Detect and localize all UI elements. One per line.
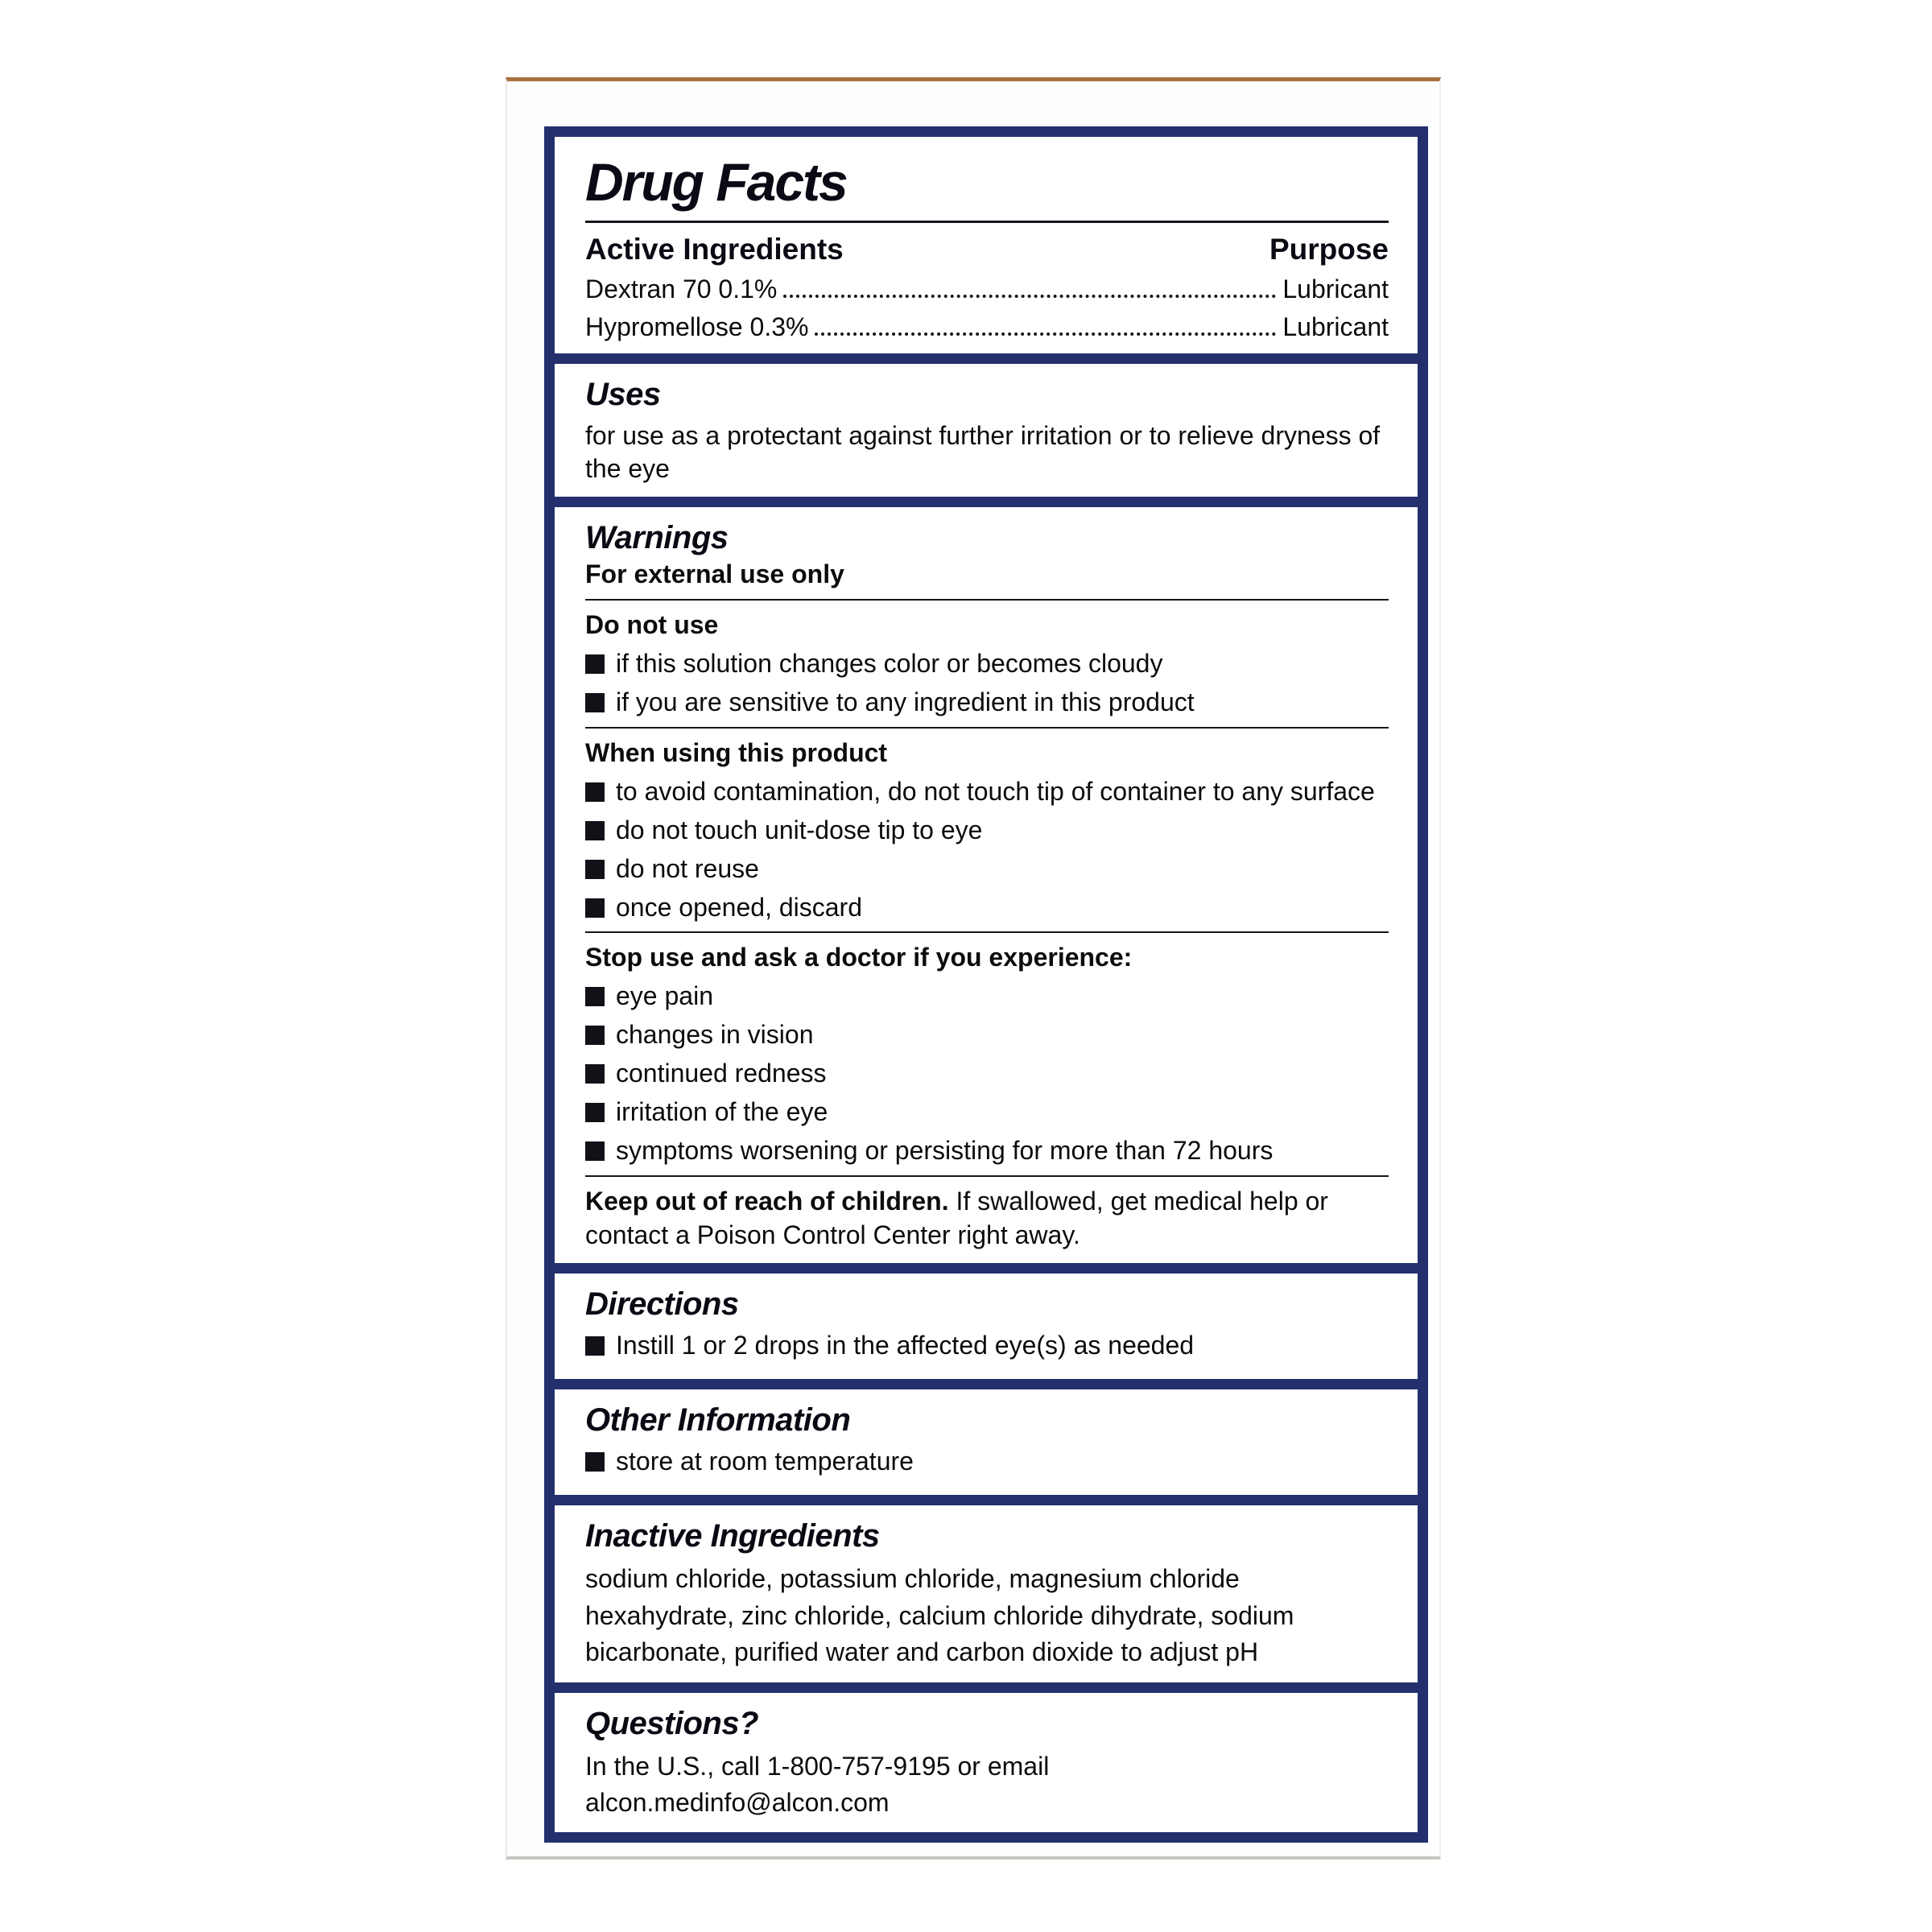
bullet-square-icon bbox=[585, 1064, 605, 1084]
bullet-square-icon bbox=[585, 1103, 605, 1122]
list-item-text: do not touch unit-dose tip to eye bbox=[616, 815, 983, 844]
list-item-text: continued redness bbox=[616, 1059, 827, 1088]
dotted-leader bbox=[815, 332, 1276, 336]
list-item bbox=[585, 686, 1389, 719]
section-directions bbox=[555, 1274, 1418, 1379]
external-use-line: For external use only bbox=[585, 559, 844, 588]
when-using-heading: When using this product bbox=[585, 737, 888, 767]
list-item-text: to avoid contamination, do not touch tip of container to any surface bbox=[616, 776, 1375, 806]
list-item-text: store at room temperature bbox=[616, 1447, 914, 1476]
bullet-square-icon bbox=[585, 821, 605, 840]
divider bbox=[585, 931, 1389, 933]
inactive-ingredients-text: sodium chloride, potassium chloride, magnesium chloride hexahydrate, zinc chloride, calcium chloride dihydrate, sodium bicarbonate, purified water and carbon dioxide to adjust pH bbox=[585, 1564, 1294, 1667]
keep-out-rest: If swallowed, get medical help or contact a Poison Control Center right away. bbox=[585, 1187, 1328, 1249]
list-item-text: if you are sensitive to any ingredient in this product bbox=[616, 687, 1195, 716]
uses-text: for use as a protectant against further irritation or to relieve dryness of the eye bbox=[585, 421, 1381, 483]
list-item bbox=[585, 1329, 1389, 1362]
questions-email-line: alcon.medinfo@alcon.com bbox=[585, 1788, 890, 1818]
active-ingredients-heading: Active Ingredients bbox=[585, 233, 844, 266]
section-active-ingredients bbox=[555, 137, 1418, 353]
list-item bbox=[585, 891, 1389, 924]
uses-heading: Uses bbox=[585, 377, 661, 412]
drug-facts-label bbox=[544, 126, 1428, 1843]
stop-use-heading: Stop use and ask a doctor if you experience: bbox=[585, 943, 1133, 972]
ingredient-name: Hypromellose 0.3% bbox=[585, 312, 809, 341]
list-item bbox=[585, 814, 1389, 847]
stop-use-list bbox=[585, 980, 1389, 1167]
list-item bbox=[585, 647, 1389, 680]
directions-heading: Directions bbox=[585, 1286, 739, 1323]
ingredient-row bbox=[585, 312, 1389, 342]
product-box-back-panel bbox=[506, 77, 1441, 1860]
list-item-text: symptoms worsening or persisting for more than 72 hours bbox=[616, 1136, 1274, 1166]
section-uses bbox=[555, 364, 1418, 497]
bullet-square-icon bbox=[585, 782, 605, 802]
bullet-square-icon bbox=[585, 1141, 605, 1161]
questions-heading: Questions? bbox=[585, 1705, 759, 1741]
bullet-square-icon bbox=[585, 987, 605, 1006]
list-item bbox=[585, 775, 1389, 808]
section-other-information bbox=[555, 1389, 1418, 1495]
list-item-text: changes in vision bbox=[616, 1020, 814, 1050]
list-item-text: Instill 1 or 2 drops in the affected eye(s) as needed bbox=[616, 1331, 1195, 1360]
list-item bbox=[585, 980, 1389, 1013]
ingredient-name: Dextran 70 0.1% bbox=[585, 275, 778, 303]
list-item bbox=[585, 1018, 1389, 1051]
divider bbox=[585, 1175, 1389, 1177]
list-item bbox=[585, 1057, 1389, 1090]
when-using-list bbox=[585, 775, 1389, 924]
bullet-square-icon bbox=[585, 860, 605, 879]
divider bbox=[585, 221, 1389, 223]
dotted-leader bbox=[783, 295, 1276, 298]
bullet-square-icon bbox=[585, 1336, 605, 1356]
ingredient-purpose: Lubricant bbox=[1282, 275, 1389, 303]
section-inactive-ingredients bbox=[555, 1505, 1418, 1682]
ingredient-purpose: Lubricant bbox=[1282, 312, 1389, 341]
bullet-square-icon bbox=[585, 1452, 605, 1472]
questions-phone-line: In the U.S., call 1-800-757-9195 or email bbox=[585, 1751, 1050, 1781]
list-item-text: irritation of the eye bbox=[616, 1097, 828, 1127]
section-questions bbox=[555, 1693, 1418, 1833]
bullet-square-icon bbox=[585, 693, 605, 712]
divider bbox=[585, 727, 1389, 729]
list-item bbox=[585, 852, 1389, 886]
do-not-use-heading: Do not use bbox=[585, 609, 719, 639]
list-item-text: once opened, discard bbox=[616, 892, 862, 922]
ingredient-row bbox=[585, 275, 1389, 304]
list-item-text: eye pain bbox=[616, 981, 713, 1011]
list-item bbox=[585, 1445, 1389, 1478]
drug-facts-title: Drug Facts bbox=[585, 152, 847, 212]
list-item-text: do not reuse bbox=[616, 853, 759, 883]
list-item bbox=[585, 1096, 1389, 1129]
bullet-square-icon bbox=[585, 654, 605, 674]
other-information-heading: Other Information bbox=[585, 1402, 851, 1439]
keep-out-bold: Keep out of reach of children. bbox=[585, 1187, 949, 1216]
warnings-heading: Warnings bbox=[585, 519, 729, 555]
divider bbox=[585, 599, 1389, 601]
inactive-ingredients-heading: Inactive Ingredients bbox=[585, 1518, 880, 1554]
bullet-square-icon bbox=[585, 898, 605, 918]
do-not-use-list bbox=[585, 647, 1389, 719]
active-ingredients-header-row bbox=[585, 233, 1389, 266]
list-item bbox=[585, 1134, 1389, 1167]
section-warnings bbox=[555, 507, 1418, 1263]
purpose-heading: Purpose bbox=[1269, 233, 1389, 266]
keep-out-of-reach-text bbox=[585, 1185, 1389, 1252]
bullet-square-icon bbox=[585, 1026, 605, 1045]
list-item-text: if this solution changes color or becomes cloudy bbox=[616, 648, 1163, 678]
